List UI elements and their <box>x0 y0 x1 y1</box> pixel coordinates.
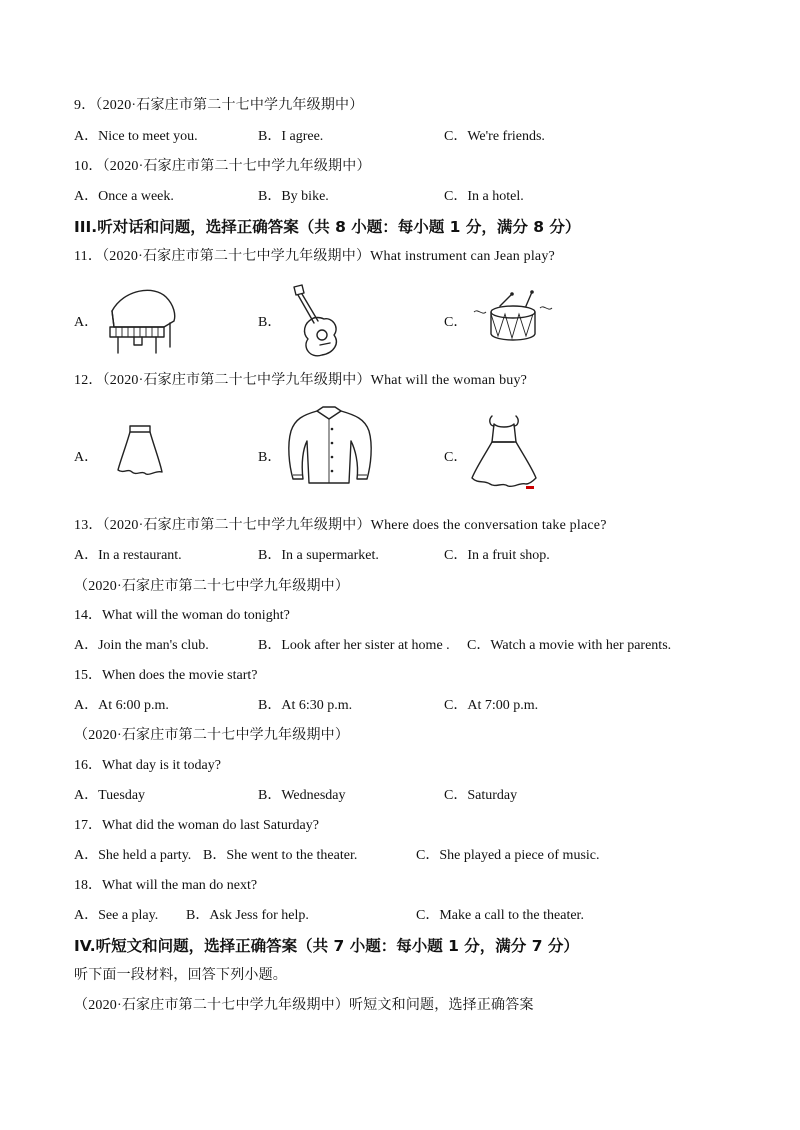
drum-icon[interactable] <box>470 290 556 346</box>
group-2-source: （2020·石家庄市第二十七中学九年级期中） <box>74 728 350 743</box>
piano-icon[interactable] <box>104 283 180 355</box>
question-14-option-a[interactable]: A．Join the man's club. <box>74 638 209 653</box>
skirt-icon[interactable] <box>116 422 164 476</box>
question-12-option-b[interactable]: B． <box>258 450 282 465</box>
question-11-option-b[interactable]: B． <box>258 315 282 330</box>
guitar-icon[interactable] <box>284 283 352 359</box>
question-14-stem: 14．What will the woman do tonight? <box>74 608 290 623</box>
question-13-option-b[interactable]: B．In a supermarket. <box>258 548 379 563</box>
group-3-source: （2020·石家庄市第二十七中学九年级期中）听短文和问题，选择正确答案 <box>74 998 534 1013</box>
question-17-option-c[interactable]: C．She played a piece of music. <box>416 848 600 863</box>
question-14-option-b[interactable]: B．Look after her sister at home . <box>258 638 450 653</box>
question-9-option-a[interactable]: A．Nice to meet you. <box>74 129 198 144</box>
question-15-option-c[interactable]: C．At 7:00 p.m. <box>444 698 539 713</box>
question-9-stem: 9．（2020·石家庄市第二十七中学九年级期中） <box>74 98 364 113</box>
section-3-heading: III.听对话和问题，选择正确答案（共 8 小题：每小题 1 分，满分 8 分） <box>74 218 581 236</box>
question-16-option-c[interactable]: C．Saturday <box>444 788 518 803</box>
question-12-option-c[interactable]: C． <box>444 450 468 465</box>
question-9-option-b[interactable]: B．I agree. <box>258 129 324 144</box>
question-16-stem: 16．What day is it today? <box>74 758 221 773</box>
question-18-option-b[interactable]: B．Ask Jess for help. <box>186 908 309 923</box>
shirt-icon[interactable] <box>283 405 377 489</box>
listening-instruction: 听下面一段材料，回答下列小题。 <box>74 968 287 983</box>
question-9-option-c[interactable]: C．We're friends. <box>444 129 545 144</box>
question-11-option-c[interactable]: C． <box>444 315 468 330</box>
section-4-heading: IV.听短文和问题，选择正确答案（共 7 小题：每小题 1 分，满分 7 分） <box>74 937 579 955</box>
question-18-option-c[interactable]: C．Make a call to the theater. <box>416 908 584 923</box>
question-14-option-c[interactable]: C．Watch a movie with her parents. <box>467 638 672 653</box>
question-12-option-a[interactable]: A． <box>74 450 99 465</box>
question-13-stem: 13．（2020·石家庄市第二十七中学九年级期中）Where does the conversation take place? <box>74 518 607 533</box>
question-17-option-b[interactable]: B．She went to the theater. <box>203 848 358 863</box>
question-16-option-b[interactable]: B．Wednesday <box>258 788 346 803</box>
question-15-option-a[interactable]: A．At 6:00 p.m. <box>74 698 169 713</box>
question-10-stem: 10．（2020·石家庄市第二十七中学九年级期中） <box>74 159 371 174</box>
dress-icon[interactable] <box>468 412 540 492</box>
question-15-stem: 15．When does the movie start? <box>74 668 258 683</box>
question-10-option-b[interactable]: B．By bike. <box>258 189 329 204</box>
question-16-option-a[interactable]: A．Tuesday <box>74 788 146 803</box>
question-11-option-a[interactable]: A． <box>74 315 99 330</box>
question-12-stem: 12．（2020·石家庄市第二十七中学九年级期中）What will the woman buy? <box>74 373 528 388</box>
question-15-option-b[interactable]: B．At 6:30 p.m. <box>258 698 353 713</box>
question-10-option-a[interactable]: A．Once a week. <box>74 189 174 204</box>
question-18-option-a[interactable]: A．See a play. <box>74 908 159 923</box>
question-11-stem: 11．（2020·石家庄市第二十七中学九年级期中）What instrument can Jean play? <box>74 249 555 264</box>
group-1-source: （2020·石家庄市第二十七中学九年级期中） <box>74 579 350 594</box>
question-17-stem: 17．What did the woman do last Saturday? <box>74 818 319 833</box>
question-17-option-a[interactable]: A．She held a party. <box>74 848 192 863</box>
question-13-option-c[interactable]: C．In a fruit shop. <box>444 548 550 563</box>
question-10-option-c[interactable]: C．In a hotel. <box>444 189 524 204</box>
question-13-option-a[interactable]: A．In a restaurant. <box>74 548 182 563</box>
question-18-stem: 18．What will the man do next? <box>74 878 258 893</box>
